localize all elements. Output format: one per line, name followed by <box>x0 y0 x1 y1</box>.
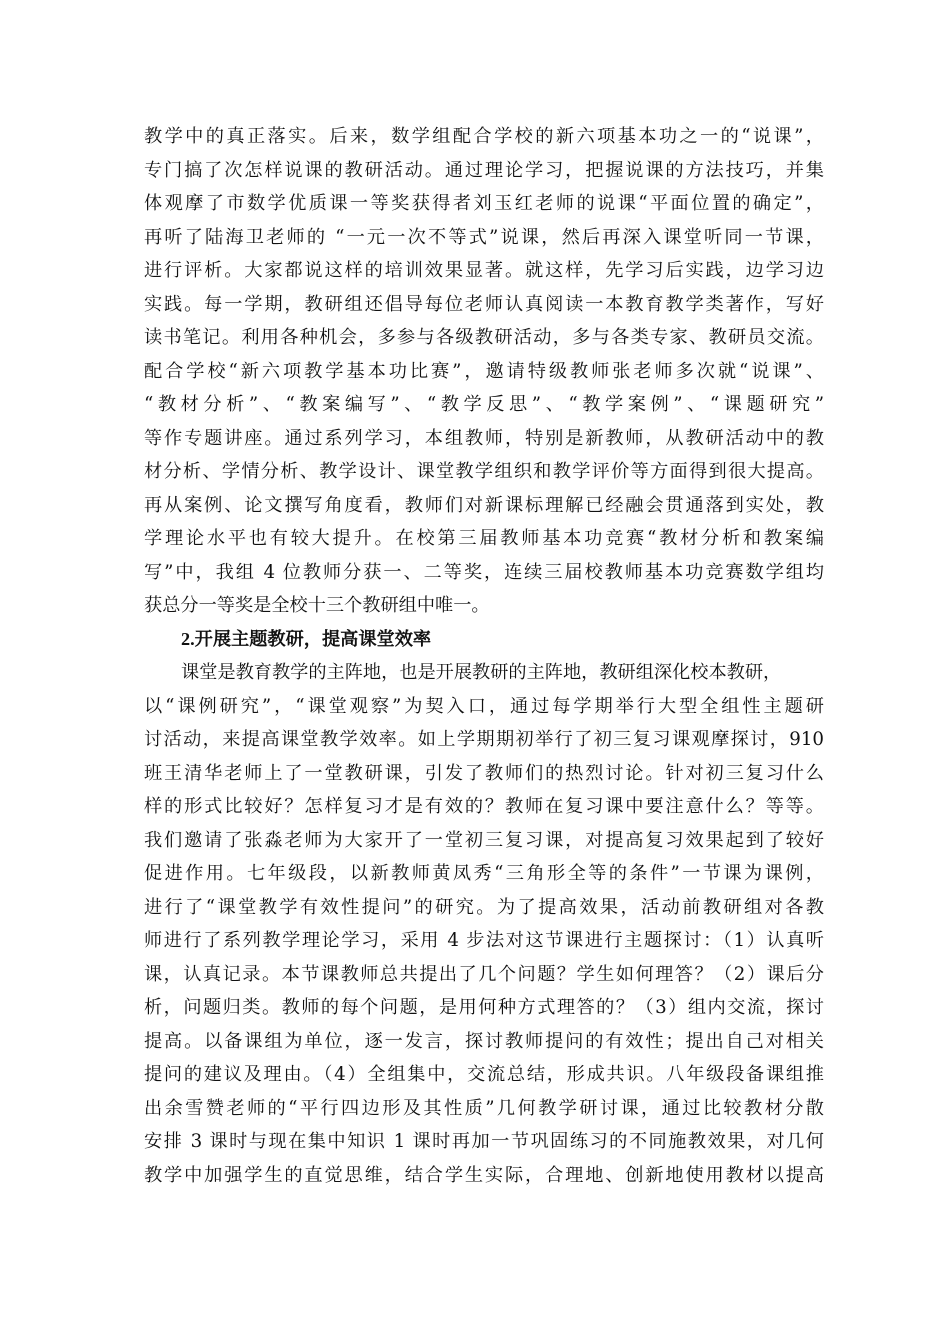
text-line: 以“课例研究”，“课堂观察”为契入口，通过每学期举行大型全组性主题研 <box>144 695 824 717</box>
text-line: 我们邀请了张淼老师为大家开了一堂初三复习课，对提高复习效果起到了较好 <box>144 829 824 851</box>
text-line: 教学中的真正落实。后来，数学组配合学校的新六项基本功之一的“说课”， <box>144 126 824 147</box>
text-line: 提问的建议及理由。（4）全组集中，交流总结，形成共识。八年级段备课组推 <box>144 1064 824 1085</box>
text-line: 等作专题讲座。通过系列学习，本组教师，特别是新教师，从教研活动中的教 <box>144 427 824 449</box>
text-line: 课堂是教育教学的主阵地，也是开展教研的主阵地，教研组深化校本教研， <box>181 662 782 683</box>
text-line: 班王清华老师上了一堂教研课，引发了教师们的热烈讨论。针对初三复习什么 <box>144 762 824 784</box>
text-line: 获总分一等奖是全校十三个教研组中唯一。 <box>144 595 490 616</box>
text-line: 出余雪赞老师的“平行四边形及其性质”几何教学研讨课，通过比较教材分散 <box>144 1097 824 1119</box>
text-line: 写”中，我组 4 位教师分获一、二等奖，连续三届校教师基本功竞赛数学组均 <box>144 561 824 583</box>
text-line: 体观摩了市数学优质课一等奖获得者刘玉红老师的说课“平面位置的确定”， <box>144 193 824 214</box>
text-line: 专门搞了次怎样说课的教研活动。通过理论学习，把握说课的方法技巧，并集 <box>144 159 824 181</box>
text-line: “教材分析”、“教案编写”、“教学反思”、“教学案例”、“课题研究” <box>144 394 824 415</box>
text-line: 配合学校“新六项教学基本功比赛”，邀请特级教师张老师多次就“说课”、 <box>144 360 824 382</box>
text-line: 样的形式比较好？怎样复习才是有效的？教师在复习课中要注意什么？等等。 <box>144 796 824 817</box>
text-line: 提高。以备课组为单位，逐一发言，探讨教师提问的有效性；提出自己对相关 <box>144 1030 824 1052</box>
text-line: 实践。每一学期，教研组还倡导每位老师认真阅读一本教育教学类著作，写好 <box>144 293 824 315</box>
text-line: 再听了陆海卫老师的 “一元一次不等式”说课，然后再深入课堂听同一节课， <box>144 226 824 248</box>
text-line: 促进作用。七年级段，以新教师黄凤秀“三角形全等的条件”一节课为课例， <box>144 863 824 884</box>
document-page <box>144 120 824 1192</box>
text-line: 课，认真记录。本节课教师总共提出了几个问题？学生如何理答？（2）课后分 <box>144 963 824 985</box>
text-line: 进行评析。大家都说这样的培训效果显著。就这样，先学习后实践，边学习边 <box>144 260 824 281</box>
text-line: 师进行了系列教学理论学习，采用 4 步法对这节课进行主题探讨：（1）认真听 <box>144 930 824 951</box>
text-line: 教学中加强学生的直觉思维，结合学生实际，合理地、创新地使用教材以提高 <box>144 1164 824 1186</box>
section-heading: 2.开展主题教研，提高课堂效率 <box>181 628 432 649</box>
paragraph-1 <box>144 120 824 623</box>
text-line: 学理论水平也有较大提升。在校第三届教师基本功竞赛“教材分析和教案编 <box>144 528 824 549</box>
text-line: 安排 3 课时与现在集中知识 1 课时再加一节巩固练习的不同施教效果，对几何 <box>144 1131 824 1152</box>
text-line: 析，问题归类。教师的每个问题，是用何种方式理答的？（3）组内交流，探讨 <box>144 997 824 1018</box>
text-line: 进行了“课堂教学有效性提问”的研究。为了提高效果，活动前教研组对各教 <box>144 896 824 918</box>
text-line: 读书笔记。利用各种机会，多参与各级教研活动，多与各类专家、教研员交流。 <box>144 327 824 348</box>
text-line: 材分析、学情分析、教学设计、课堂教学组织和教学评价等方面得到很大提高。 <box>144 461 824 482</box>
text-line: 再从案例、论文撰写角度看，教师们对新课标理解已经融会贯通落到实处，教 <box>144 494 824 516</box>
paragraph-2 <box>144 656 824 1192</box>
text-line: 讨活动，来提高课堂教学效率。如上学期期初举行了初三复习课观摩探讨，910 <box>144 729 824 750</box>
